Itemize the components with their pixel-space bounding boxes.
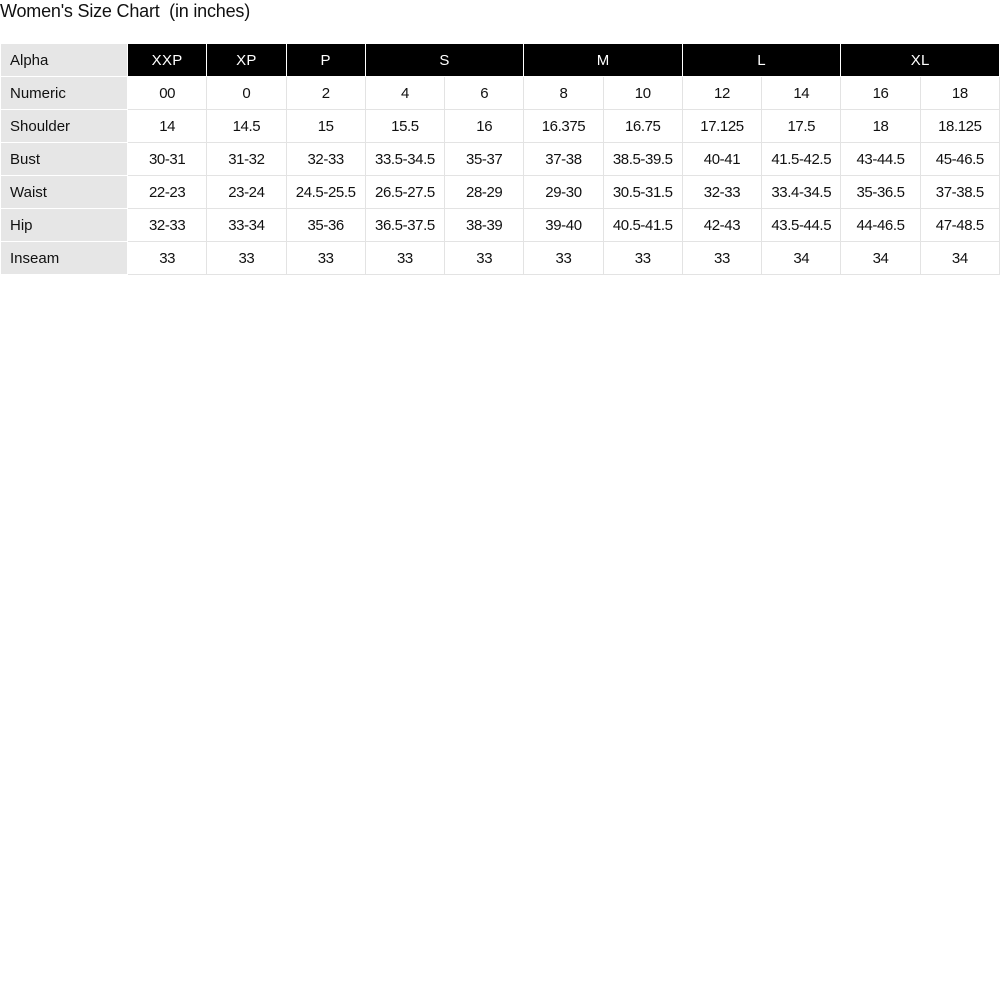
- table-cell: 17.125: [682, 110, 761, 143]
- table-cell: 38-39: [445, 209, 524, 242]
- table-cell: 28-29: [445, 176, 524, 209]
- table-cell: 42-43: [682, 209, 761, 242]
- table-row-inseam: [1, 242, 1000, 275]
- table-cell: 18: [920, 77, 999, 110]
- table-cell: 39-40: [524, 209, 603, 242]
- table-cell: 34: [920, 242, 999, 275]
- table-cell: 40.5-41.5: [603, 209, 682, 242]
- table-cell: 33: [603, 242, 682, 275]
- table-cell: 24.5-25.5: [286, 176, 365, 209]
- table-cell: 35-36.5: [841, 176, 920, 209]
- row-label-shoulder: Shoulder: [1, 110, 128, 143]
- table-cell: 14: [762, 77, 841, 110]
- table-row-shoulder: [1, 110, 1000, 143]
- row-label-waist: Waist: [1, 176, 128, 209]
- table-cell: 33: [207, 242, 286, 275]
- table-cell: 36.5-37.5: [365, 209, 444, 242]
- table-cell: 35-37: [445, 143, 524, 176]
- alpha-size-l: L: [682, 44, 841, 77]
- table-cell: 30.5-31.5: [603, 176, 682, 209]
- size-chart-table: [0, 43, 1000, 275]
- table-cell: 33: [682, 242, 761, 275]
- table-cell: 18.125: [920, 110, 999, 143]
- table-cell: 2: [286, 77, 365, 110]
- row-label-hip: Hip: [1, 209, 128, 242]
- table-cell: 8: [524, 77, 603, 110]
- table-cell: 23-24: [207, 176, 286, 209]
- table-cell: 14: [128, 110, 207, 143]
- table-cell: 29-30: [524, 176, 603, 209]
- alpha-size-xxp: XXP: [128, 44, 207, 77]
- table-cell: 00: [128, 77, 207, 110]
- table-cell: 31-32: [207, 143, 286, 176]
- table-cell: 43.5-44.5: [762, 209, 841, 242]
- table-cell: 15.5: [365, 110, 444, 143]
- table-cell: 0: [207, 77, 286, 110]
- alpha-size-xp: XP: [207, 44, 286, 77]
- table-cell: 45-46.5: [920, 143, 999, 176]
- alpha-row: [1, 44, 1000, 77]
- table-cell: 33: [286, 242, 365, 275]
- table-cell: 40-41: [682, 143, 761, 176]
- table-cell: 17.5: [762, 110, 841, 143]
- table-cell: 43-44.5: [841, 143, 920, 176]
- table-cell: 34: [762, 242, 841, 275]
- table-cell: 33.4-34.5: [762, 176, 841, 209]
- table-row-numeric: [1, 77, 1000, 110]
- table-cell: 47-48.5: [920, 209, 999, 242]
- page-title: Women's Size Chart (in inches): [0, 1, 250, 21]
- table-cell: 10: [603, 77, 682, 110]
- table-cell: 12: [682, 77, 761, 110]
- table-cell: 44-46.5: [841, 209, 920, 242]
- table-cell: 32-33: [128, 209, 207, 242]
- table-cell: 16.75: [603, 110, 682, 143]
- table-cell: 33: [445, 242, 524, 275]
- table-cell: 33.5-34.5: [365, 143, 444, 176]
- table-cell: 26.5-27.5: [365, 176, 444, 209]
- row-label-alpha: Alpha: [1, 44, 128, 77]
- table-cell: 37-38: [524, 143, 603, 176]
- table-cell: 18: [841, 110, 920, 143]
- table-cell: 33: [128, 242, 207, 275]
- table-cell: 16: [841, 77, 920, 110]
- table-row-hip: [1, 209, 1000, 242]
- table-cell: 32-33: [682, 176, 761, 209]
- size-chart-body: [1, 44, 1000, 275]
- table-cell: 15: [286, 110, 365, 143]
- table-cell: 35-36: [286, 209, 365, 242]
- table-cell: 6: [445, 77, 524, 110]
- table-cell: 33-34: [207, 209, 286, 242]
- table-row-bust: [1, 143, 1000, 176]
- table-cell: 37-38.5: [920, 176, 999, 209]
- alpha-size-m: M: [524, 44, 683, 77]
- table-cell: 38.5-39.5: [603, 143, 682, 176]
- table-row-waist: [1, 176, 1000, 209]
- table-cell: 33: [365, 242, 444, 275]
- alpha-size-xl: XL: [841, 44, 1000, 77]
- row-label-inseam: Inseam: [1, 242, 128, 275]
- row-label-bust: Bust: [1, 143, 128, 176]
- table-cell: 16: [445, 110, 524, 143]
- table-cell: 32-33: [286, 143, 365, 176]
- table-cell: 16.375: [524, 110, 603, 143]
- alpha-size-s: S: [365, 44, 524, 77]
- table-cell: 34: [841, 242, 920, 275]
- table-cell: 41.5-42.5: [762, 143, 841, 176]
- table-cell: 22-23: [128, 176, 207, 209]
- alpha-size-p: P: [286, 44, 365, 77]
- table-cell: 4: [365, 77, 444, 110]
- row-label-numeric: Numeric: [1, 77, 128, 110]
- table-cell: 14.5: [207, 110, 286, 143]
- table-cell: 30-31: [128, 143, 207, 176]
- table-cell: 33: [524, 242, 603, 275]
